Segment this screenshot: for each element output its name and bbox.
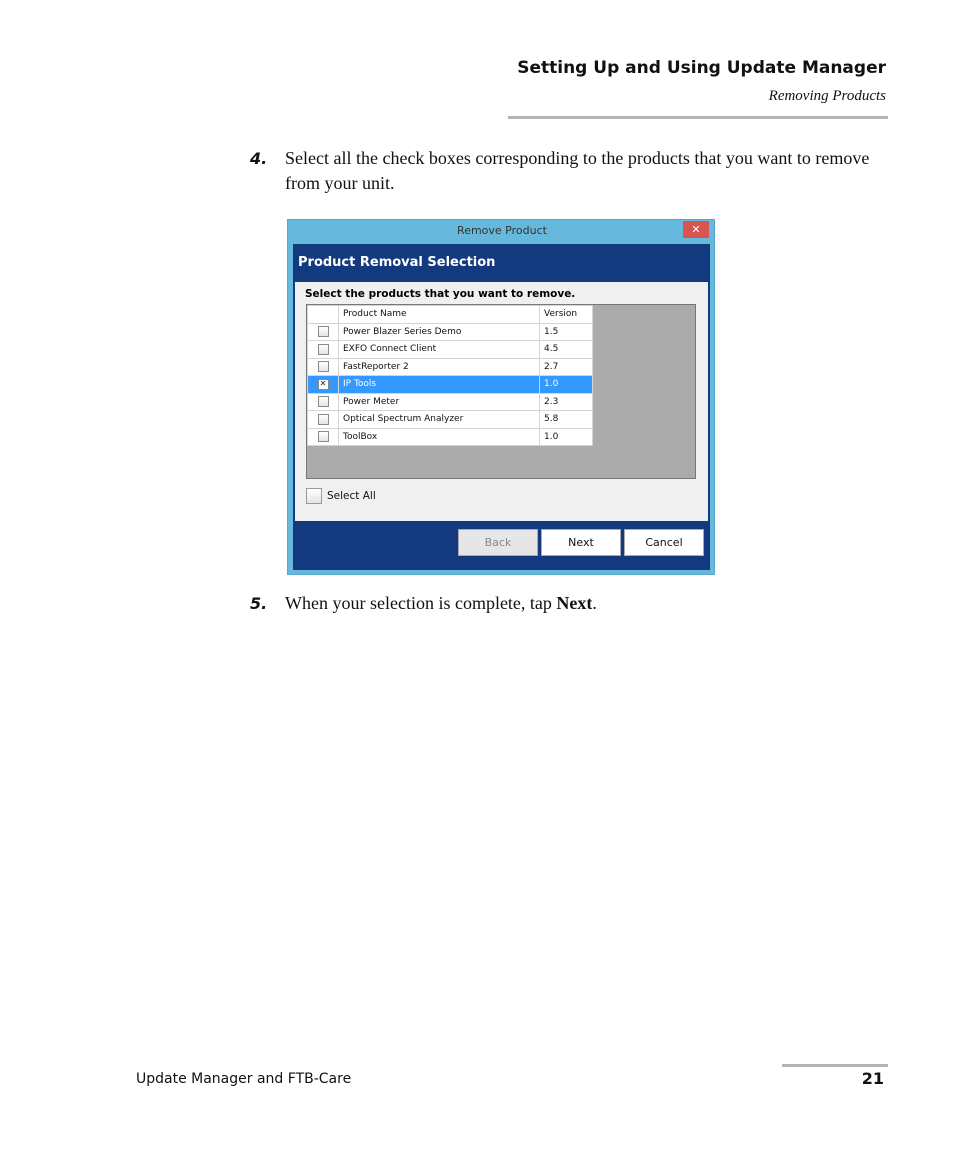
table-row[interactable] bbox=[308, 358, 593, 376]
version-cell: 4.5 bbox=[540, 341, 593, 359]
page-header-title: Setting Up and Using Update Manager bbox=[517, 58, 886, 78]
select-all-label: Select All bbox=[327, 490, 376, 502]
row-checkbox-cell bbox=[308, 393, 339, 411]
dialog-body bbox=[293, 244, 710, 570]
dialog-window-title: Remove Product bbox=[457, 224, 547, 237]
select-all-checkbox[interactable] bbox=[306, 488, 322, 504]
footer-rule bbox=[782, 1064, 888, 1067]
product-table bbox=[307, 305, 593, 446]
close-icon[interactable]: ✕ bbox=[683, 221, 709, 238]
footer-left: Update Manager and FTB-Care bbox=[136, 1071, 352, 1087]
instruction-text: Select the products that you want to remove. bbox=[305, 288, 576, 300]
row-checkbox[interactable] bbox=[318, 414, 329, 425]
version-cell: 1.5 bbox=[540, 323, 593, 341]
step-5-number: 5. bbox=[250, 594, 268, 613]
selection-panel bbox=[295, 282, 708, 521]
row-checkbox-cell bbox=[308, 428, 339, 446]
product-name-cell: EXFO Connect Client bbox=[339, 341, 540, 359]
row-checkbox-cell bbox=[308, 323, 339, 341]
version-cell: 2.3 bbox=[540, 393, 593, 411]
step-4-number: 4. bbox=[250, 149, 268, 168]
dialog-heading: Product Removal Selection bbox=[298, 255, 496, 270]
back-button[interactable]: Back bbox=[458, 529, 538, 556]
table-row[interactable] bbox=[308, 428, 593, 446]
product-name-header[interactable]: Product Name bbox=[339, 306, 540, 324]
page-number: 21 bbox=[861, 1069, 884, 1088]
row-checkbox[interactable] bbox=[318, 431, 329, 442]
row-checkbox[interactable] bbox=[318, 344, 329, 355]
step-5-text-after: . bbox=[592, 593, 597, 613]
table-row[interactable] bbox=[308, 323, 593, 341]
product-name-cell: FastReporter 2 bbox=[339, 358, 540, 376]
step-5-bold: Next bbox=[556, 593, 593, 613]
row-checkbox[interactable]: ✕ bbox=[318, 379, 329, 390]
checkbox-column-header bbox=[308, 306, 339, 324]
page-header-subtitle: Removing Products bbox=[768, 88, 886, 104]
row-checkbox[interactable] bbox=[318, 396, 329, 407]
product-name-cell: Power Blazer Series Demo bbox=[339, 323, 540, 341]
product-grid bbox=[306, 304, 696, 479]
step-4-text: Select all the check boxes corresponding to the products that you want to remove from your unit. bbox=[285, 148, 870, 193]
version-header[interactable]: Version bbox=[540, 306, 593, 324]
product-name-cell: ToolBox bbox=[339, 428, 540, 446]
product-name-cell: IP Tools bbox=[339, 376, 540, 394]
table-header-row bbox=[308, 306, 593, 324]
cancel-button[interactable]: Cancel bbox=[624, 529, 704, 556]
next-button[interactable]: Next bbox=[541, 529, 621, 556]
step-5-text-before: When your selection is complete, tap bbox=[285, 593, 557, 613]
table-row[interactable] bbox=[308, 341, 593, 359]
table-row[interactable] bbox=[308, 411, 593, 429]
product-name-cell: Optical Spectrum Analyzer bbox=[339, 411, 540, 429]
product-name-cell: Power Meter bbox=[339, 393, 540, 411]
table-row[interactable] bbox=[308, 376, 593, 394]
row-checkbox-cell bbox=[308, 358, 339, 376]
header-rule bbox=[508, 116, 888, 119]
row-checkbox[interactable] bbox=[318, 361, 329, 372]
remove-product-dialog bbox=[287, 219, 715, 575]
table-row[interactable] bbox=[308, 393, 593, 411]
step-5-text bbox=[285, 591, 885, 616]
select-all-option[interactable] bbox=[306, 488, 376, 504]
version-cell: 2.7 bbox=[540, 358, 593, 376]
version-cell: 5.8 bbox=[540, 411, 593, 429]
version-cell: 1.0 bbox=[540, 376, 593, 394]
version-cell: 1.0 bbox=[540, 428, 593, 446]
row-checkbox-cell bbox=[308, 376, 339, 394]
row-checkbox[interactable] bbox=[318, 326, 329, 337]
row-checkbox-cell bbox=[308, 341, 339, 359]
row-checkbox-cell bbox=[308, 411, 339, 429]
